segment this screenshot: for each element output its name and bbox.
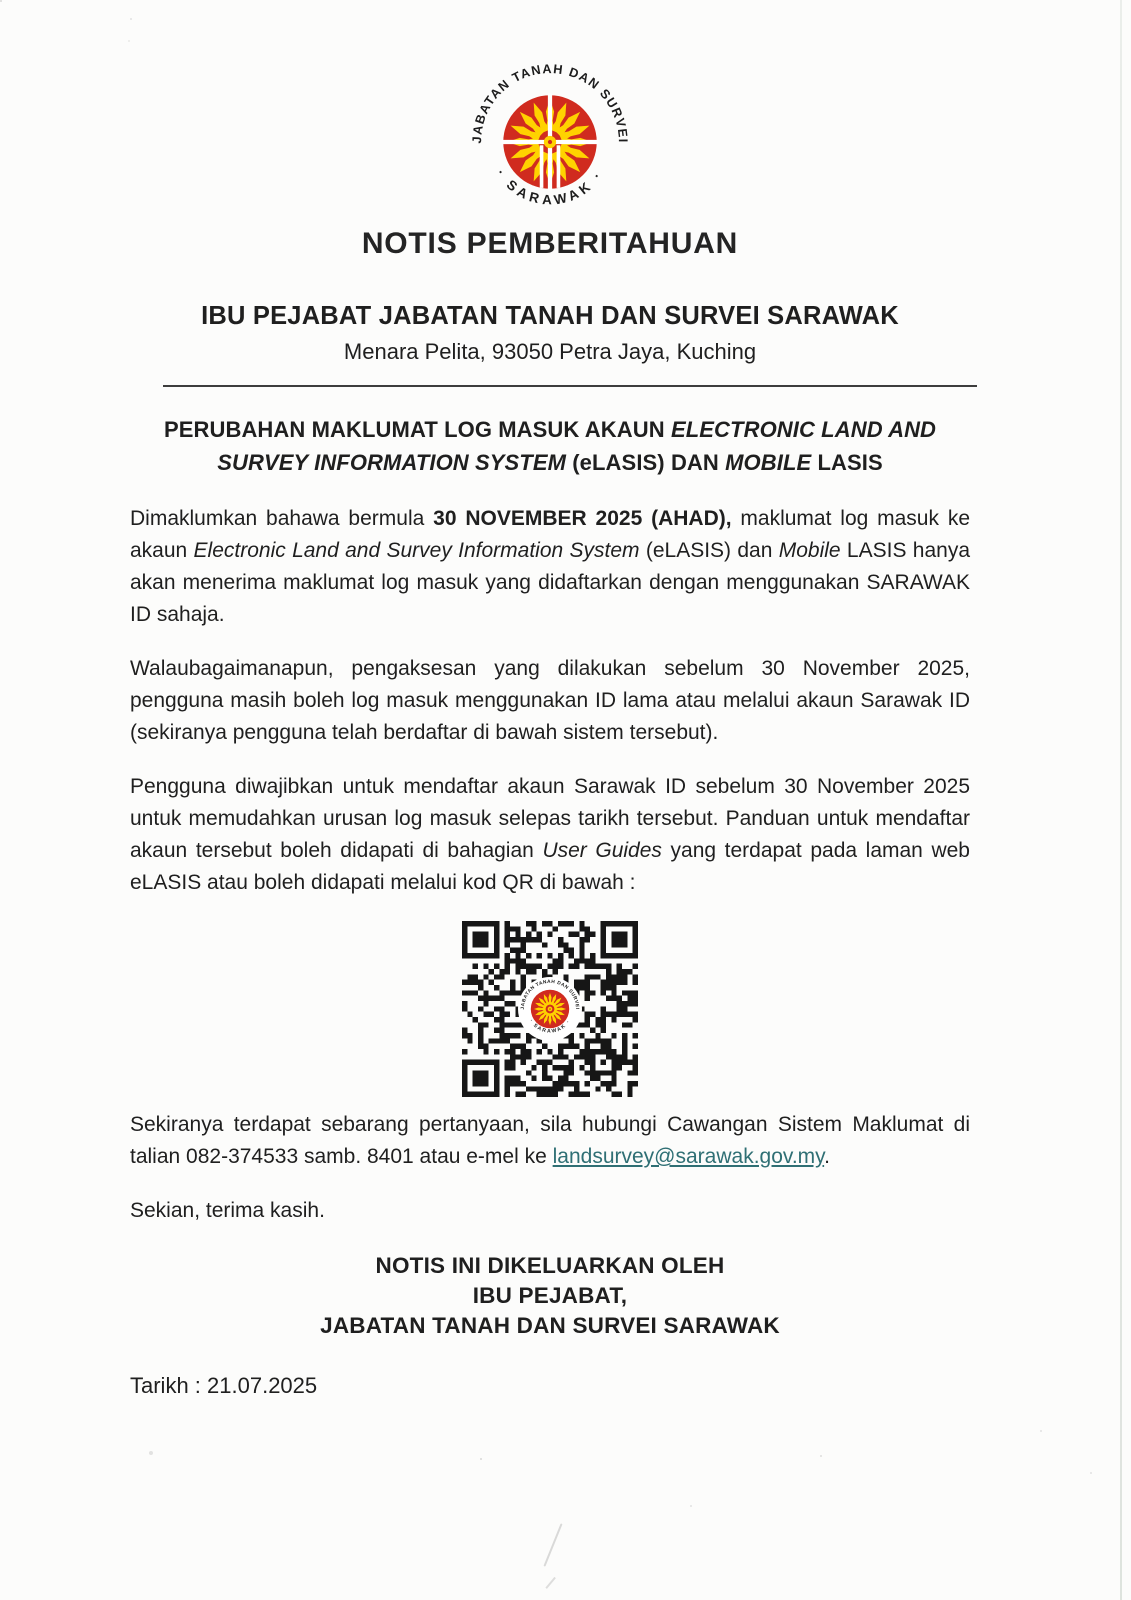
issuer-line-3: JABATAN TANAH DAN SURVEI SARAWAK [320,1313,780,1338]
date-line: Tarikh : 21.07.2025 [130,1373,318,1398]
text-run: PERUBAHAN MAKLUMAT LOG MASUK AKAUN [163,417,671,442]
text-run: Pengguna diwajibkan untuk mendaftar akaun Sarawak ID sebelum 30 November 2025 untuk memudahkan urusan log masuk selepas tarikh tersebut. Panduan untuk mendaftar akaun tersebut boleh didapati di bahagian [130,775,970,862]
text-run: LASIS [811,450,883,475]
office-name: IBU PEJABAT JABATAN TANAH DAN SURVEI SARAWAK [201,302,899,330]
issuer-block [130,1251,970,1341]
qr-section [130,921,970,1097]
text-run: . [824,1145,830,1168]
closing-remark: Sekian, terima kasih. [130,1199,325,1222]
text-run: maklumat log masuk ke akaun [130,507,971,562]
paragraph-contact [130,1109,970,1173]
text-run: User Guides [542,839,662,862]
paragraph-registration-guide [130,771,970,899]
svg-text:· SARAWAK ·: · SARAWAK · [493,166,607,208]
text-run: Mobile [778,539,841,562]
text-run: Sekiranya terdapat sebarang pertanyaan, sila hubungi Cawangan Sistem Maklumat di talian 082-374533 samb. 8401 atau e-mel ke [130,1113,970,1168]
paragraph-announcement [130,503,970,631]
issuer-line-1: NOTIS INI DIKELUARKAN OLEH [375,1253,725,1278]
text-run: ELECTRONIC LAND AND SURVEY INFORMATION SYSTEM [217,417,937,475]
qr-center-logo [518,977,582,1041]
notice-content [0,60,1131,1399]
department-logo-icon [468,60,632,224]
issuer-line-2: IBU PEJABAT, [472,1283,628,1308]
subject-heading [130,413,970,479]
text-run: yang terdapat pada laman web eLASIS atau boleh didapati melalui kod QR di bawah : [130,839,970,894]
text-run: MOBILE [725,450,812,475]
text-run: Dimaklumkan bahawa bermula [130,507,434,530]
logo-container [130,60,970,224]
scan-specks [0,0,2,2]
email-link[interactable]: landsurvey@sarawak.gov.my [552,1145,825,1168]
notice-title: NOTIS PEMBERITAHUAN [361,227,739,260]
divider-line [163,385,977,387]
scan-mark-artifact [543,1523,562,1566]
text-run: (eLASIS) dan [639,539,779,562]
text-run: Walaubagaimanapun, pengaksesan yang dilakukan sebelum 30 November 2025, pengguna masih boleh log masuk menggunakan ID lama atau melalui akaun Sarawak ID (sekiranya pengguna telah berdaftar di bawah sistem tersebut). [130,657,970,744]
text-run: LASIS hanya akan menerima maklumat log masuk yang didaftarkan dengan menggunakan SARAWAK ID sahaja. [130,539,970,626]
office-address: Menara Pelita, 93050 Petra Jaya, Kuching [343,339,757,364]
text-run: Electronic Land and Survey Information System [193,539,640,562]
svg-text:JABATAN TANAH DAN SURVEI: JABATAN TANAH DAN SURVEI [469,60,631,144]
text-run: (eLASIS) DAN [566,450,726,475]
svg-text:· SARAWAK ·: · SARAWAK · [527,1018,573,1035]
svg-text:JABATAN TANAH DAN SURVEI: JABATAN TANAH DAN SURVEI [520,979,580,1010]
text-run: 30 NOVEMBER 2025 (AHAD), [433,507,732,530]
scan-edge-artifact [1120,0,1122,1600]
department-logo-small-icon [519,978,581,1040]
qr-code [462,921,638,1097]
paragraph-transition-access [130,653,970,749]
